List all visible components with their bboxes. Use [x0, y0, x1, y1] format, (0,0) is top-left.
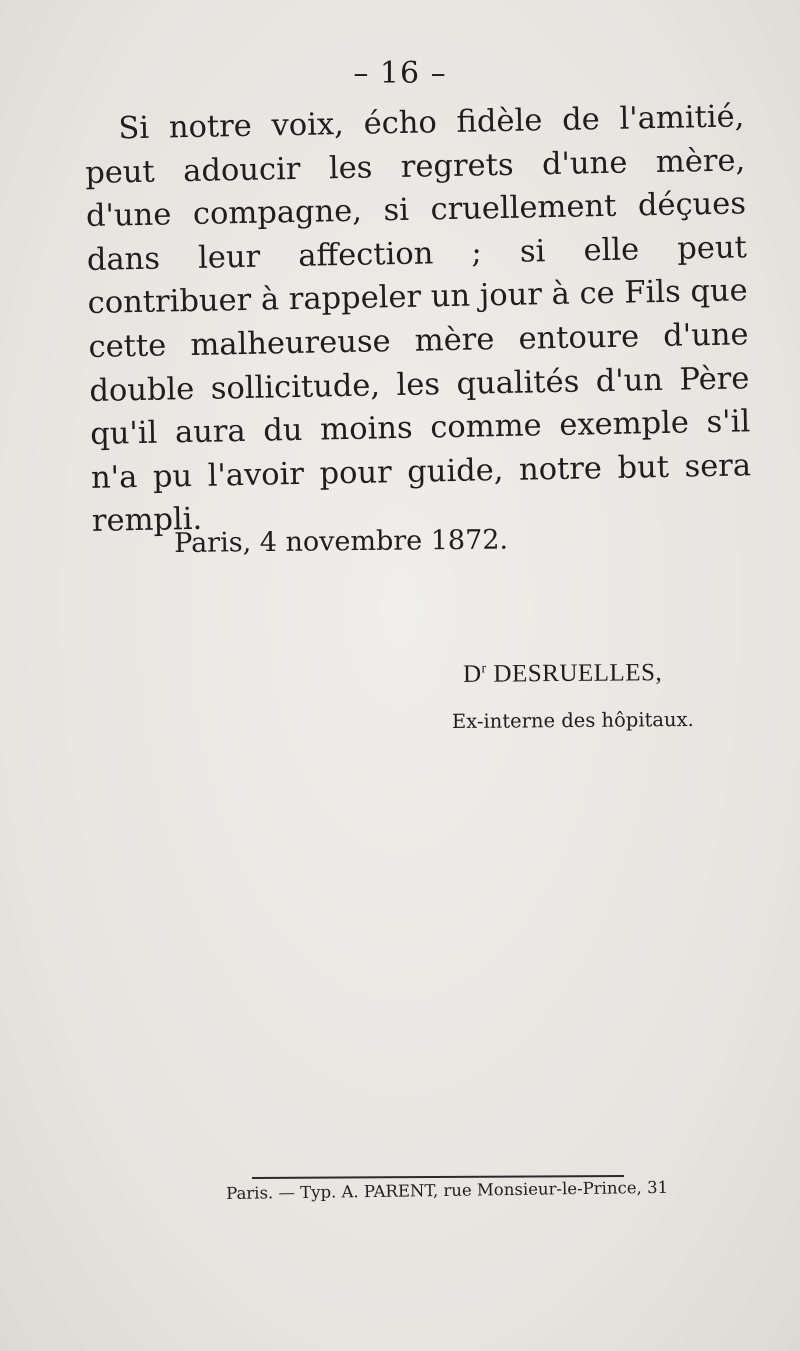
dateline: Paris, 4 novembre 1872. — [174, 524, 509, 559]
signature-prefix-superscript: r — [481, 661, 487, 677]
signature-title: Ex-interne des hôpitaux. — [451, 707, 694, 734]
printer-imprint: Paris. — Typ. A. PARENT, rue Monsieur-le-Prince, 31 — [226, 1177, 669, 1203]
signature-prefix: D — [462, 660, 482, 688]
signature-name — [463, 659, 662, 689]
body-paragraph: Si notre voix, écho fidèle de l'amitié, peut adoucir les regrets d'une mère, d'une compagne, si cruellement déçues dans leur affection ; si elle peut contribuer à rappeler un jour à ce Fils que cette malheureuse mère entoure d'une double sollicitude, les qualités d'un Père qu'il aura du moins comme exemple s'il n'a pu l'avoir pour guide, notre but sera rempli. — [84, 99, 752, 540]
page-number: – 16 – — [353, 56, 447, 91]
signature-surname: DESRUELLES, — [493, 659, 663, 688]
